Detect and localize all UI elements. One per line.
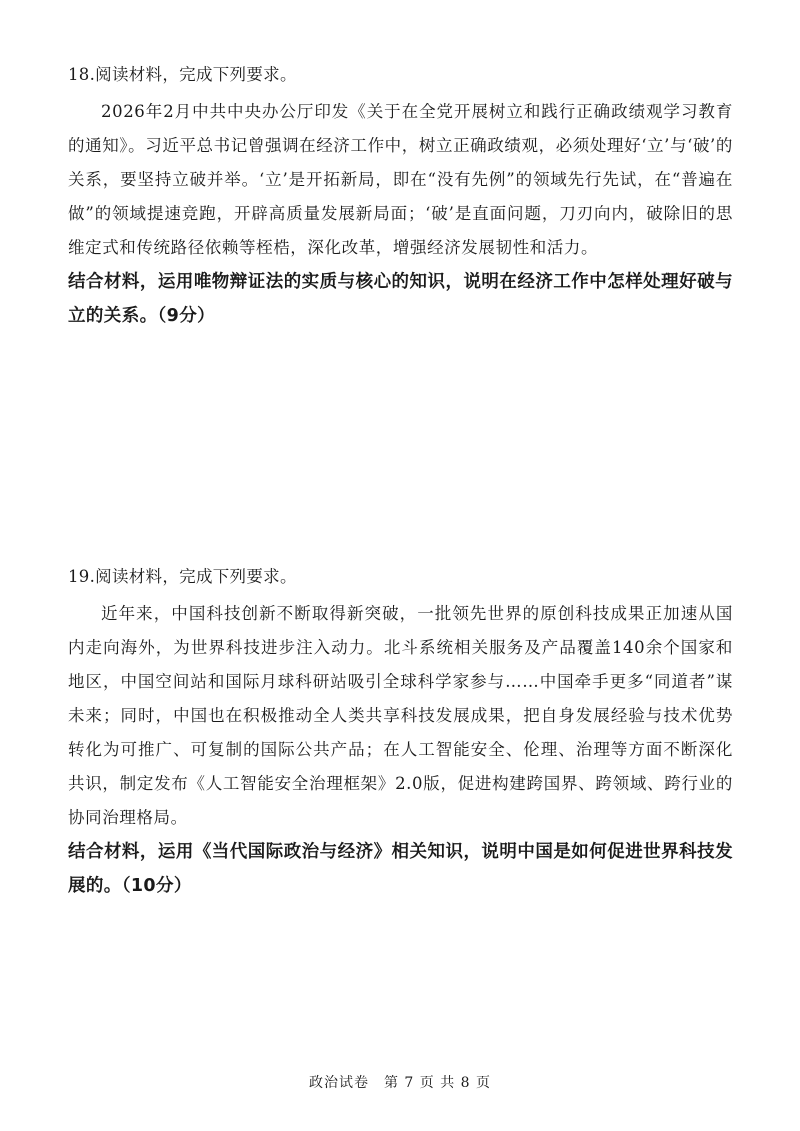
page-footer: 政治试卷 第 7 页 共 8 页 [308, 1075, 492, 1091]
question-title: 19.阅读材料，完成下列要求。 [68, 567, 297, 586]
question-title: 18.阅读材料，完成下列要求。 [68, 65, 297, 84]
question-19 [68, 564, 733, 903]
question-task: 结合材料，运用《当代国际政治与经济》相关知识，说明中国是如何促进世界科技发展的。（10分） [68, 842, 733, 896]
question-material: 2026年2月中共中央办公厅印发《关于在全党开展树立和践行正确政绩观学习教育的通知》。习近平总书记曾强调在经济工作中，树立正确政绩观，必须处理好‘立’与‘破’的关系，要坚持立破并举。‘立’是开拓新局，即在“没有先例”的领域先行先试，在“普遍在做”的领域提速竞跑，开辟高质量发展新局面；‘破’是直面问题，刀刃向内，破除旧的思维定式和传统路径依赖等桎梏，深化改革，增强经济发展韧性和活力。 [68, 102, 733, 257]
question-task: 结合材料，运用唯物辩证法的实质与核心的知识，说明在经济工作中怎样处理好破与立的关系。（9分） [68, 272, 733, 326]
question-18 [68, 62, 733, 333]
question-material: 近年来，中国科技创新不断取得新突破，一批领先世界的原创科技成果正加速从国内走向海外，为世界科技进步注入动力。北斗系统相关服务及产品覆盖140余个国家和地区，中国空间站和国际月球科研站吸引全球科学家参与……中国牵手更多“同道者”谋未来；同时，中国也在积极推动全人类共享科技发展成果，把自身发展经验与技术优势转化为可推广、可复制的国际公共产品；在人工智能安全、伦理、治理等方面不断深化共识，制定发布《人工智能安全治理框架》2.0版，促进构建跨国界、跨领域、跨行业的协同治理格局。 [68, 604, 733, 827]
